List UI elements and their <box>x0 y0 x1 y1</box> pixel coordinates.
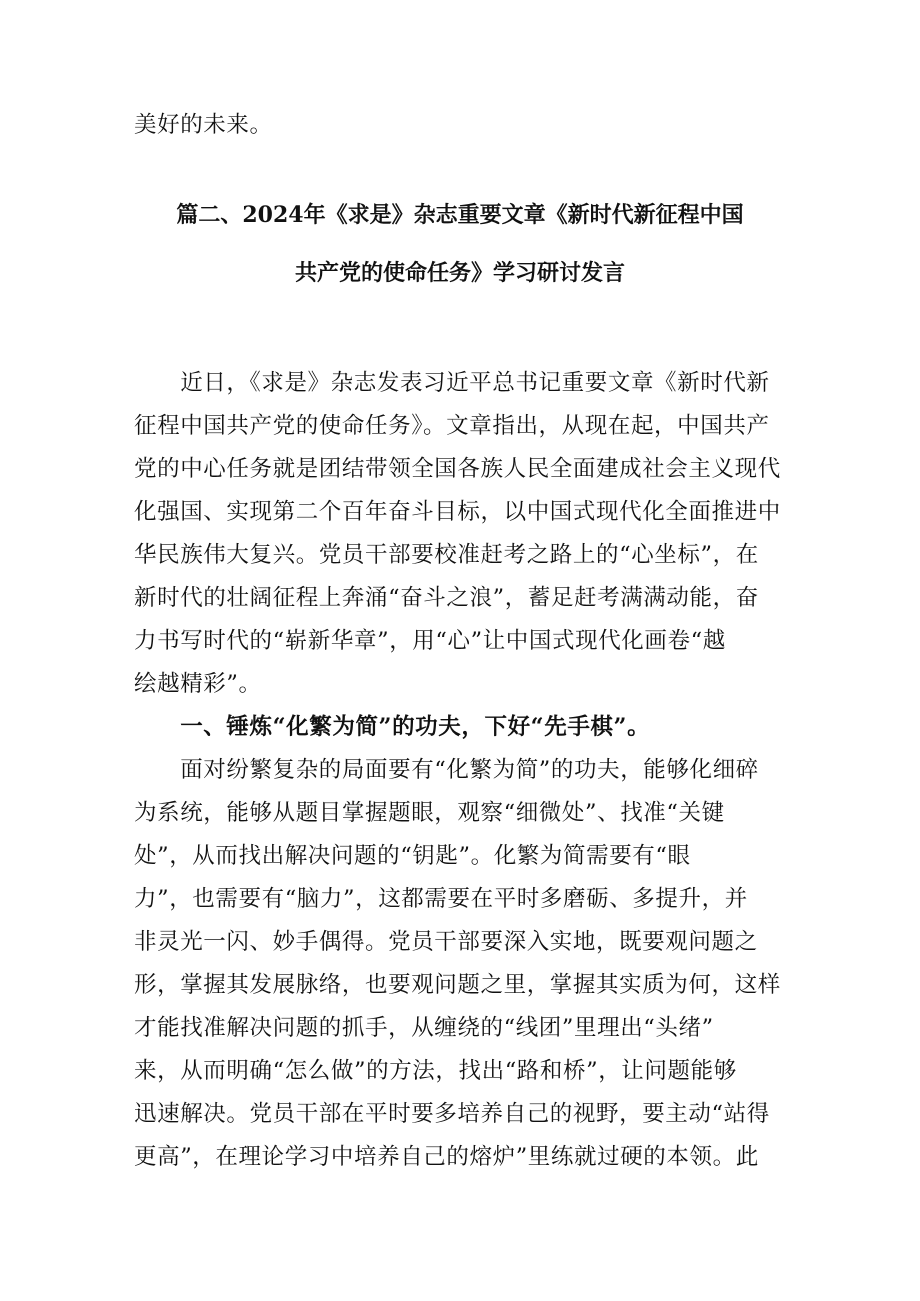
paragraph-line: 华民族伟大复兴。党员干部要校准赶考之路上的“心坐标”，在 <box>134 542 759 568</box>
heading-line-2: 共产党的使命任务》学习研讨发言 <box>294 260 625 286</box>
paragraph-line: 为系统，能够从题目掌握题眼，观察“细微处”、找准“关键 <box>134 800 725 826</box>
paragraph-line: 近日，《求是》杂志发表习近平总书记重要文章《新时代新 <box>134 370 770 396</box>
paragraph-line: 才能找准解决问题的抓手，从缠绕的“线团”里理出“头绪” <box>134 1015 714 1041</box>
paragraph-line: 绘越精彩”。 <box>134 671 262 697</box>
paragraph-line: 党的中心任务就是团结带领全国各族人民全面建成社会主义现代 <box>134 456 781 482</box>
heading-line-1: 篇二、2024年《求是》杂志重要文章《新时代新征程中国 <box>176 202 744 228</box>
paragraph-line: 来，从而明确“怎么做”的方法，找出“路和桥”，让问题能够 <box>134 1058 737 1084</box>
paragraph-line: 征程中国共产党的使命任务》。文章指出，从现在起，中国共产 <box>134 413 770 439</box>
paragraph-line: 更高”，在理论学习中培养自己的熔炉”里练就过硬的本领。此 <box>134 1144 759 1170</box>
paragraph-line: 力”，也需要有“脑力”，这都需要在平时多磨砺、多提升，并 <box>134 886 748 912</box>
paragraph-line: 处”，从而找出解决问题的“钥匙”。化繁为简需要有“眼 <box>134 843 691 869</box>
paragraph-line: 形，掌握其发展脉络，也要观问题之里，掌握其实质为何，这样 <box>134 972 781 998</box>
section-1-heading: 一、锤炼“化繁为简”的功夫，下好“先手棋”。 <box>134 714 651 740</box>
continuation-line: 美好的未来。 <box>134 112 273 138</box>
paragraph-line: 新时代的壮阔征程上奔涌“奋斗之浪”，蓄足赶考满满动能，奋 <box>134 585 759 611</box>
paragraph-line: 迅速解决。党员干部在平时要多培养自己的视野，要主动“站得 <box>134 1101 770 1127</box>
paragraph-line: 力书写时代的“崭新华章”，用“心”让中国式现代化画卷“越 <box>134 628 726 654</box>
paragraph-line: 化强国、实现第二个百年奋斗目标，以中国式现代化全面推进中 <box>134 499 781 525</box>
paragraph-line: 非灵光一闪、妙手偶得。党员干部要深入实地，既要观问题之 <box>134 929 758 955</box>
paragraph-line: 面对纷繁复杂的局面要有“化繁为简”的功夫，能够化细碎 <box>134 757 759 783</box>
